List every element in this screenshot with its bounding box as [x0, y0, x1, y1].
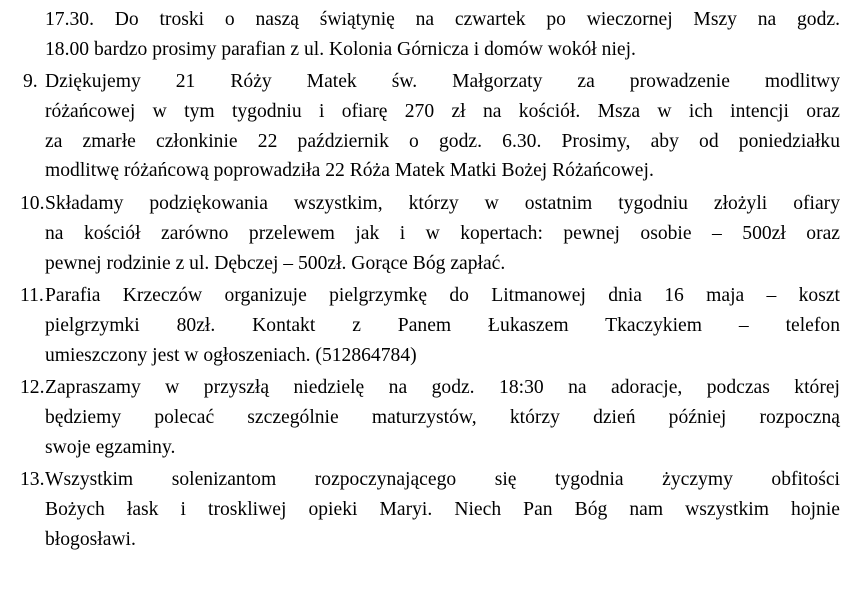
item-number: 12.: [20, 377, 45, 399]
announcement-item-8-continuation: [0, 0, 857, 64]
item-number: 10.: [20, 193, 45, 215]
line-text: modlitwę różańcową poprowadziła 22 Róża Matek Matki Bożej Różańcowej.: [45, 160, 654, 182]
line-text: umieszczony jest w ogłoszeniach. (512864784): [45, 344, 417, 366]
item-number: 13.: [20, 469, 45, 491]
line-text: Parafia Krzeczów organizuje pielgrzymkę do Litmanowej dnia 16 maja – koszt: [45, 285, 840, 307]
line-text: 18.00 bardzo prosimy parafian z ul. Kolonia Górnicza i domów wokół niej.: [45, 38, 636, 60]
line-text: Składamy podziękowania wszystkim, którzy w ostatnim tygodniu złożyli ofiary: [45, 193, 840, 215]
line-text: swoje egzaminy.: [45, 436, 176, 458]
line-text: pewnej rodzinie z ul. Dębczej – 500zł. Gorące Bóg zapłać.: [45, 252, 506, 274]
line-text: na kościół zarówno przelewem jak i w kopertach: pewnej osobie – 500zł oraz: [45, 222, 840, 244]
announcement-item-11: [0, 281, 857, 370]
line-text: Bożych łask i troskliwej opieki Maryi. Niech Pan Bóg nam wszystkim hojnie: [45, 499, 840, 520]
announcement-item-12: [0, 373, 857, 462]
line-text: Dziękujemy 21 Róży Matek św. Małgorzaty za prowadzenie modlitwy: [45, 71, 840, 93]
announcement-item-13: [0, 465, 857, 554]
line-text: Zapraszamy w przyszłą niedzielę na godz. 18:30 na adoracje, podczas której: [45, 377, 840, 399]
line-text: Wszystkim solenizantom rozpoczynającego się tygodnia życzymy obfitości: [45, 469, 840, 491]
line-text: będziemy polecać szczególnie maturzystów, którzy dzień później rozpoczną: [45, 406, 840, 428]
line-text: 17.30. Do troski o naszą świątynię na czwartek po wieczornej Mszy na godz.: [45, 9, 840, 30]
line-text: różańcowej w tym tygodniu i ofiarę 270 zł na kościół. Msza w ich intencji oraz: [45, 101, 840, 123]
item-number: 11.: [20, 285, 44, 307]
announcement-item-9: [0, 67, 857, 186]
line-text: pielgrzymki 80zł. Kontakt z Panem Łukaszem Tkaczykiem – telefon: [45, 314, 840, 336]
line-text: za zmarłe członkinie 22 październik o godz. 6.30. Prosimy, aby od poniedziałku: [45, 130, 840, 152]
announcement-item-10: [0, 189, 857, 278]
line-text: błogosławi.: [45, 528, 136, 550]
item-number: 9.: [23, 71, 38, 93]
